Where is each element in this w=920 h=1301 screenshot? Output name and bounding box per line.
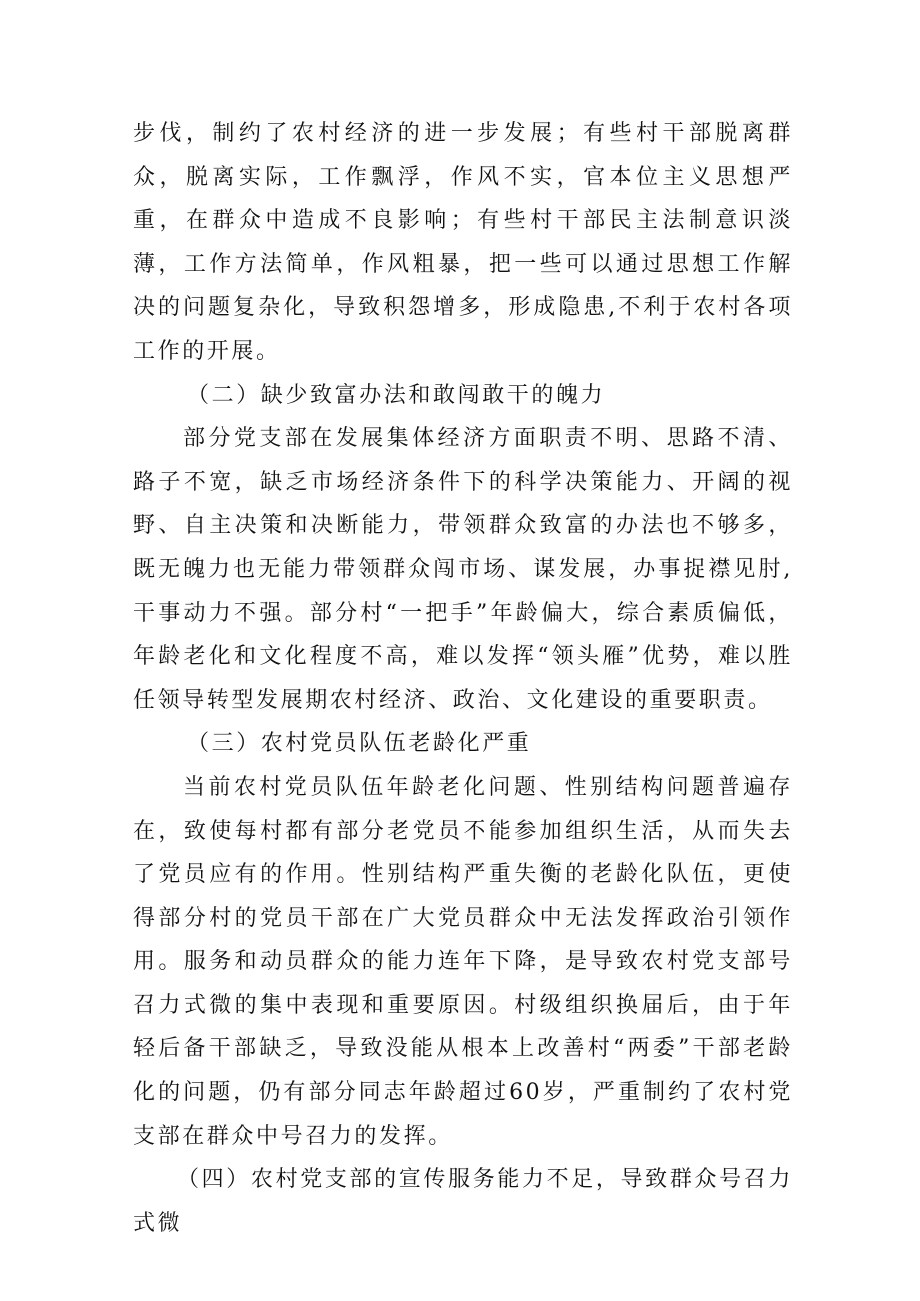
- body-paragraph-1: 步伐，制约了农村经济的进一步发展；有些村干部脱离群众，脱离实际，工作飘浮，作风不实，官本位主义思想严重，在群众中造成不良影响；有些村干部民主法制意识淡薄，工作方法简单，作风粗暴，把一些可以通过思想工作解决的问题复杂化，导致积怨增多，形成隐患,不利于农村各项工作的开展。: [133, 121, 793, 364]
- section-heading-4: （四）农村党支部的宣传服务能力不足，导致群众号召力式微: [133, 1167, 793, 1236]
- body-paragraph-2: 部分党支部在发展集体经济方面职责不明、思路不清、路子不宽，缺乏市场经济条件下的科学决策能力、开阔的视野、自主决策和决断能力，带领群众致富的办法也不够多，既无魄力也无能力带领群众闯市场、谋发展，办事捉襟见肘,干事动力不强。部分村“一把手”年龄偏大，综合素质偏低，年龄老化和文化程度不高，难以发挥“领头雁”优势，难以胜任领导转型发展期农村经济、政治、文化建设的重要职责。: [133, 426, 793, 713]
- body-paragraph-3: 当前农村党员队伍年龄老化问题、性别结构问题普遍存在，致使每村都有部分老党员不能参加组织生活，从而失去了党员应有的作用。性别结构严重失衡的老龄化队伍，更使得部分村的党员干部在广大党员群众中无法发挥政治引领作用。服务和动员群众的能力连年下降，是导致农村党支部号召力式微的集中表现和重要原因。村级组织换届后，由于年轻后备干部缺乏，导致没能从根本上改善村“两委”干部老龄化的问题，仍有部分同志年龄超过60岁，严重制约了农村党支部在群众中号召力的发挥。: [133, 774, 793, 1149]
- document-body: [133, 112, 793, 1245]
- section-heading-3: （三）农村党员队伍老龄化严重: [187, 731, 532, 757]
- section-heading-2: （二）缺少致富办法和敢闯敢干的魄力: [187, 382, 606, 408]
